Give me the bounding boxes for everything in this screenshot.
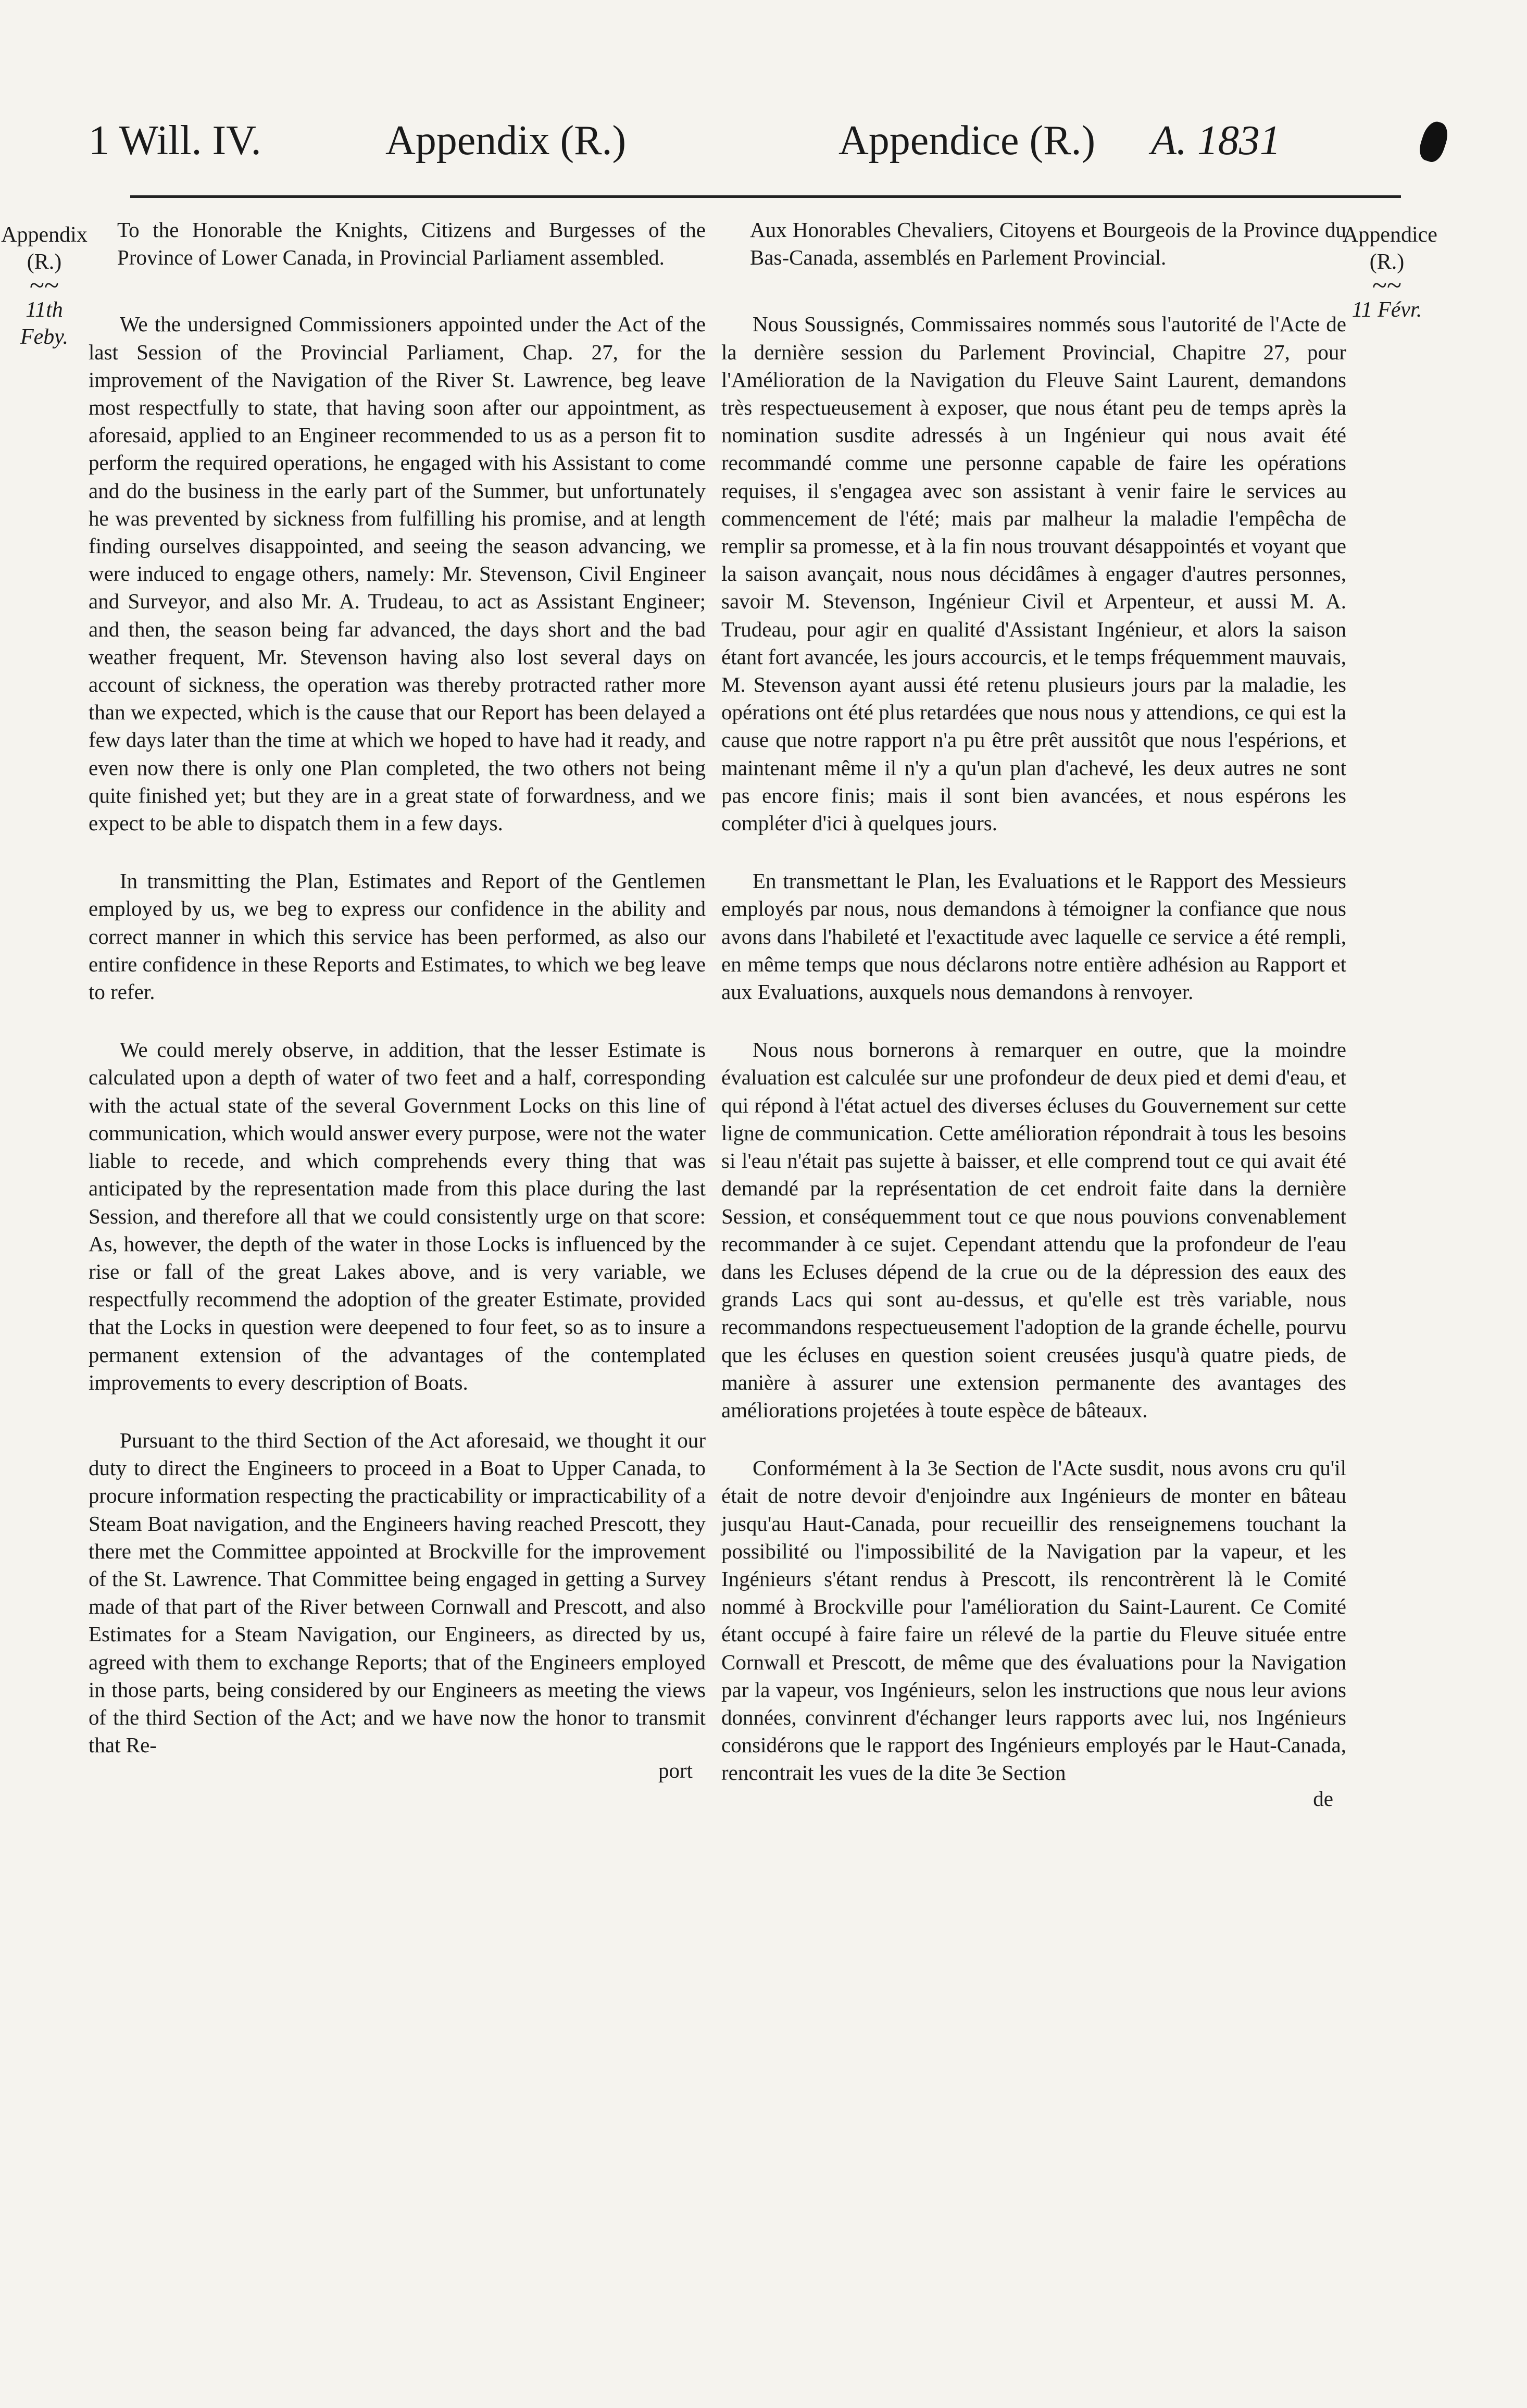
french-paragraph-1: Nous Soussignés, Commissaires nommés sous l'autorité de l'Acte de la dernière session du Parlement Provincial, Chapitre 27, pour l'Amélioration de la Navigation du Fleuve Saint Laurent, demandons très respectueusement à exposer, que nous étant peu de temps après la nomination susdite adressés à un Ingénieur qui nous avait été recommandé comme une personne capable de faire les opérations requises, il s'engagea avec son assistant à venir faire le services au commencement de l'été; mais par malheur la maladie l'empêcha de remplir sa promesse, et à la fin nous trouvant désappointés et voyant que la saison avançait, nous nous décidâmes à engager d'autres personnes, savoir M. Stevenson, Ingénieur Civil et Arpenteur, et aussi M. A. Trudeau, pour agir en qualité d'Assistant Ingénieur, et alors la saison étant fort avancée, les jours accourcis, et le temps fréquemment mauvais, M. Stevenson ayant aussi été retenu plusieurs jours par la maladie, les opérations ont été plus retardées que nous nous y attendions, ce qui est la cause que notre rapport n'a pu être prêt aussitôt que nous l'espérions, et maintenant même il n'y a qu'un plan d'achevé, les deux autres ne sont pas encore finis; mais il sont bien avancées, et nous espérons les compléter d'ici à quelques jours. (721, 312, 1346, 835)
english-paragraph-2: In transmitting the Plan, Estimates and Report of the Gentlemen employed by us, we beg to express our confidence in the ability and correct manner in which this service has been performed, as also our entire confidence in these Reports and Estimates, to which we beg leave to refer. (89, 869, 706, 1004)
margin-note-left (0, 221, 89, 351)
english-paragraph-4: Pursuant to the third Section of the Act aforesaid, we thought it our duty to direct the Engineers to proceed in a Boat to Upper Canada, to procure information respecting the practicability or impracticability of a Steam Boat navigation, and the Engineers having reached Prescott, they there met the Committee appointed at Brockville for the improvement of the St. Lawrence. That Committee being engaged in getting a Survey made of that part of the River between Cornwall and Prescott, and also Estimates for a Steam Navigation, our Engineers, as directed by us, agreed with them to exchange Reports; that of the Engineers employed in those parts, being considered by our Engineers as meeting the views of the third Section of the Act; and we have now the honor to transmit that Re- (89, 1428, 706, 1757)
french-address: Aux Honorables Chevaliers, Citoyens et Bourgeois de la Province du Bas-Canada, assemblés en Parlement Provincial. (750, 218, 1346, 270)
header-rule (130, 195, 1401, 198)
margin-right-label: Appendice (1343, 223, 1437, 247)
margin-right-letter: (R.) (1369, 250, 1405, 274)
margin-right-date: 11 Févr. (1351, 298, 1422, 322)
ink-blot (1416, 119, 1451, 165)
english-paragraph-1: We the undersigned Commissioners appointed under the Act of the last Session of the Provincial Parliament, Chap. 27, for the improvement of the Navigation of the River St. Lawrence, beg leave most respectfully to state, that having soon after our appointment, as aforesaid, applied to an Engineer recommended to us as a person fit to perform the required operations, he engaged with his Assistant to come and do the business in the early part of the Summer, but unfortunately he was prevented by sickness from fulfilling his promise, and at length finding ourselves disappointed, and seeing the season advancing, we were induced to engage others, namely: Mr. Stevenson, Civil Engineer and Surveyor, and also Mr. A. Trudeau, to act as Assistant Engineer; and then, the season being far advanced, the days short and the bad weather frequent, Mr. Stevenson having also lost several days on account of sickness, the operation was thereby protracted rather more than we expected, which is the cause that our Report has been delayed a few days later than the time at which we hoped to have had it ready, and even now there is only one Plan completed, the two others not being quite finished yet; but they are in a great state of forwardness, and we expect to be able to dispatch them in a few days. (89, 312, 706, 835)
french-catchword: de (1313, 1786, 1333, 1811)
margin-note-right (1343, 221, 1437, 323)
header-year: A. 1831 (1151, 118, 1281, 164)
french-paragraph-3: Nous nous bornerons à remarquer en outre, que la moindre évaluation est calculée sur une profondeur de deux pied et demi d'eau, et qui répond à l'état actuel des diverses écluses du Gouvernement sur cette ligne de communication. Cette amélioration répondrait à tous les besoins si l'eau n'était pas sujette à baisser, et elle comprend tout ce qui avait été demandé par la représentation de cet endroit faite dans la dernière Session, et conséquemment tout ce que nous pouvions convenablement recommander à ce sujet. Cependant attendu que la profondeur de l'eau dans les Ecluses dépend de la crue ou de la dépression des eaux des grands Lacs qui sont au-dessus, et qu'elle est très variable, nous recommandons respectueusement l'adoption de la grande échelle, pourvu que les écluses en question soient creusées jusqu'à quatre pieds, de manière à assurer une extension permanente des avantages des améliorations projetées à toute espèce de bâteaux. (721, 1038, 1346, 1422)
running-header (89, 117, 1453, 174)
margin-left-tilde: ~~ (29, 271, 59, 301)
header-appendix-english: Appendix (R.) (385, 118, 627, 164)
english-address: To the Honorable the Knights, Citizens and Burgesses of the Province of Lower Canada, in Provincial Parliament assembled. (117, 218, 706, 270)
header-volume: 1 Will. IV. (89, 118, 261, 164)
french-paragraph-2: En transmettant le Plan, les Evaluations et le Rapport des Messieurs employés par nous, nous demandons à témoigner la confiance que nous avons dans l'habileté et l'exactitude avec laquelle ce service a été rempli, en même temps que nous déclarons notre entière adhésion au Rapport et aux Evaluations, auxquels nous demandons à renvoyer. (721, 869, 1346, 1004)
margin-left-letter: (R.) (27, 250, 62, 274)
french-paragraph-4: Conformément à la 3e Section de l'Acte susdit, nous avons cru qu'il était de notre devoir d'enjoindre aux Ingénieurs de monter en bâteau jusqu'au Haut-Canada, pour recueillir des renseignemens touchant la possibilité ou l'impossibilité de la Navigation par la vapeur, et les Ingénieurs s'étant rendus à Prescott, ils rencontrèrent là le Comité nommé à Brockville pour l'amélioration du Saint-Laurent. Ce Comité étant occupé à faire faire un rélevé de la partie du Fleuve située entre Cornwall et Prescott, de même que des évaluations pour la Navigation par la vapeur, vos Ingénieurs, selon les instructions que nous leur avions données, convinrent d'échanger leurs rapports avec lui, nos Ingénieurs considérons que le rapport des Ingénieurs employés par le Haut-Canada, rencontrait les vues de la dite 3e Section (721, 1456, 1346, 1785)
margin-left-date: 11th Feby. (20, 298, 69, 349)
english-column (89, 216, 706, 1785)
english-catchword: port (658, 1758, 693, 1783)
header-appendice-french: Appendice (R.) (838, 118, 1096, 164)
margin-left-label: Appendix (1, 223, 87, 247)
margin-right-tilde: ~~ (1372, 271, 1402, 301)
french-column (721, 216, 1346, 1813)
english-paragraph-3: We could merely observe, in addition, that the lesser Estimate is calculated upon a depth of water of two feet and a half, corresponding with the actual state of the several Government Locks on this line of communication, which would answer every purpose, were not the water liable to recede, and which comprehends every thing that was anticipated by the representation made from this place during the last Session, and therefore all that we could consistently urge on that score: As, however, the depth of the water in those Locks is influenced by the rise or fall of the great Lakes above, and is very variable, we respectfully recommend the adoption of the greater Estimate, provided that the Locks in question were deepened to four feet, so as to insure a permanent extension of the advantages of the contemplated improvements to every description of Boats. (89, 1038, 706, 1394)
